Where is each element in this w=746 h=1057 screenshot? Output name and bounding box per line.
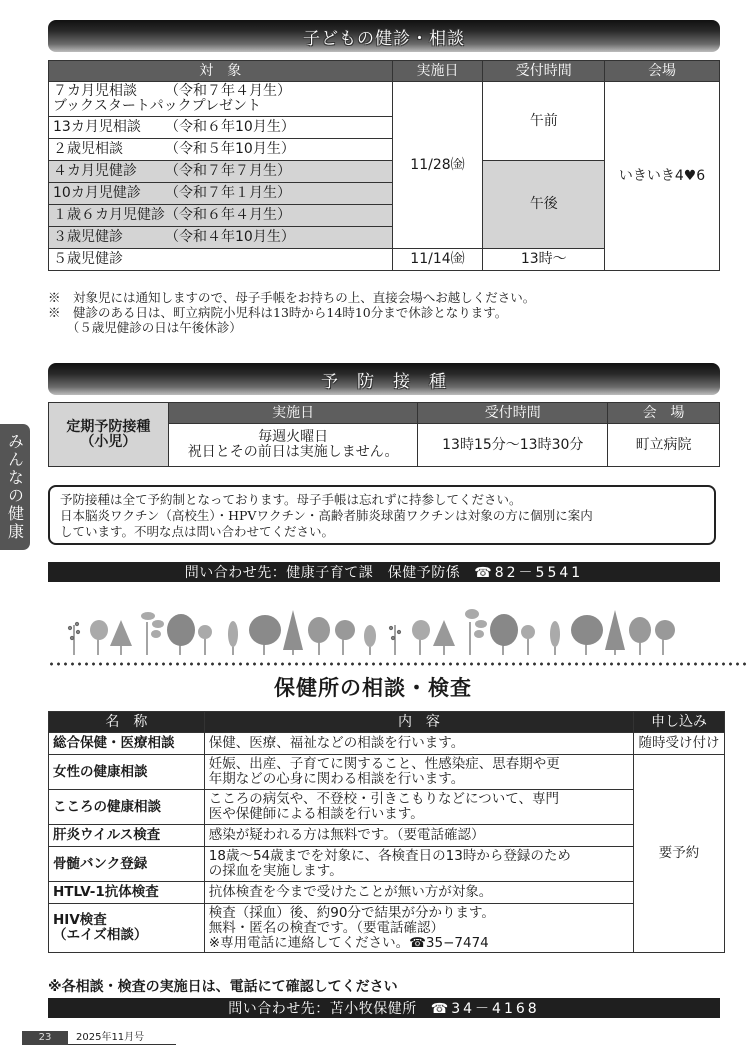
notice-line-1: 予防接種は全て予約制となっております。母子手帳は忘れずに持参してください。 xyxy=(60,492,522,507)
checkup-name: ４カ月児健診 xyxy=(53,163,137,179)
vaccine-section-title: 予 防 接 種 xyxy=(321,371,447,392)
health-center-note: ※各相談・検査の実施日は、電話にて確認してください xyxy=(48,979,398,995)
service-name-line: HIV検査 xyxy=(53,912,107,928)
tree-icon xyxy=(629,617,651,655)
side-tab-minna-no-kenko: みんなの健康 xyxy=(0,424,30,550)
checkup-name: 10カ月児健診 xyxy=(53,185,141,201)
birth-period: （令和７年１月生） xyxy=(165,185,291,201)
tree-icon xyxy=(141,612,164,655)
checkup-name: １歳６カ月児健診 xyxy=(53,207,165,223)
target-cell xyxy=(49,117,393,139)
header-reception-time: 受付時間 xyxy=(418,403,608,424)
apply-reservation: 要予約 xyxy=(634,755,725,953)
header-apply: 申し込み xyxy=(634,712,725,733)
birth-period: （令和４年10月生） xyxy=(165,229,295,245)
content-line: の採血を実施します。 xyxy=(208,863,343,879)
tree-icon xyxy=(465,609,487,655)
tree-icon xyxy=(412,620,430,655)
issue-date: 2025年11月号 xyxy=(68,1031,176,1045)
vaccine-time-cell: 13時15分～13時30分 xyxy=(418,424,608,467)
tree-icon xyxy=(167,614,195,655)
bookstart-note: ブックスタートパックプレゼント xyxy=(53,98,262,114)
service-content: 抗体検査を今まで受けたことが無い方が対象。 xyxy=(204,882,633,904)
tree-icon xyxy=(390,625,401,655)
target-cell xyxy=(49,205,393,227)
health-center-contact-bar xyxy=(48,998,720,1018)
table-row xyxy=(49,755,725,790)
vaccine-notice-box xyxy=(48,485,716,545)
tree-icon xyxy=(364,625,376,655)
checkup-name: ７カ月児相談 xyxy=(53,83,137,99)
table-row xyxy=(49,790,725,825)
header-venue: 会場 xyxy=(605,61,720,82)
service-content xyxy=(204,904,633,953)
tree-icon xyxy=(90,620,108,655)
content-line: ※専用電話に連絡してください。☎35−7474 xyxy=(208,934,489,951)
content-line: 無料・匿名の検査です。（要電話確認） xyxy=(208,919,444,936)
header-date: 実施日 xyxy=(168,403,418,424)
tree-icon xyxy=(283,610,303,655)
target-cell xyxy=(49,249,393,271)
service-name: 肝炎ウイルス検査 xyxy=(49,825,205,847)
service-name: こころの健康相談 xyxy=(49,790,205,825)
service-name: 骨髄バンク登録 xyxy=(49,847,205,882)
checkup-name: ５歳児健診 xyxy=(53,251,123,267)
page-number: 23 xyxy=(22,1031,68,1045)
tree-icon xyxy=(433,620,455,655)
health-center-table xyxy=(48,711,725,953)
target-cell xyxy=(49,82,393,117)
header-target: 対 象 xyxy=(49,61,393,82)
vaccine-venue-cell: 町立病院 xyxy=(608,424,720,467)
date-5yo-cell: 11/14㈮ xyxy=(392,249,483,271)
kids-section-title: 子どもの健診・相談 xyxy=(303,28,465,49)
birth-period: （令和５年10月生） xyxy=(165,141,295,157)
vaccine-label-line2: （小児） xyxy=(80,433,137,450)
tree-icon xyxy=(249,615,281,655)
vaccine-contact-bar xyxy=(48,562,720,582)
target-cell xyxy=(49,183,393,205)
vaccine-label-line1: 定期予防接種 xyxy=(66,418,151,435)
vaccine-table xyxy=(48,402,720,467)
contact-label: 問い合わせ先：健康子育て課 保健予防係 xyxy=(184,565,461,581)
time-5yo-cell: 13時～ xyxy=(483,249,605,271)
service-content: 感染が疑われる方は無料です。（要電話確認） xyxy=(204,825,633,847)
content-line: 年期などの心身に関わる相談を行います。 xyxy=(208,771,465,787)
apply-anytime: 随時受け付け xyxy=(634,733,725,755)
content-line: 妊娠、出産、子育てに関すること、性感染症、思春期や更 xyxy=(208,756,560,772)
service-name: 総合保健・医療相談 xyxy=(49,733,205,755)
tree-icon xyxy=(335,620,355,655)
date-cell: 11/28㈮ xyxy=(392,82,483,249)
service-content xyxy=(204,790,633,825)
service-content xyxy=(204,755,633,790)
table-row xyxy=(49,847,725,882)
health-center-title: 保健所の相談・検査 xyxy=(274,676,472,700)
vaccine-row-label xyxy=(49,403,169,467)
birth-period: （令和７年７月生） xyxy=(165,163,291,179)
birth-period: （令和６年10月生） xyxy=(165,119,295,135)
tree-icon xyxy=(228,621,238,655)
kids-checkup-table xyxy=(48,60,720,271)
content-line: 医や保健師による相談を行います。 xyxy=(208,806,424,822)
table-row xyxy=(49,882,725,904)
kids-note-3: （５歳児健診の日は午後休診） xyxy=(48,320,242,335)
tree-icon xyxy=(571,615,603,655)
target-cell xyxy=(49,161,393,183)
service-name: HTLV-1抗体検査 xyxy=(49,882,205,904)
kids-note-2: ※ 健診のある日は、町立病院小児科は13時から14時10分まで休診となります。 xyxy=(48,305,508,320)
notice-line-3: しています。不明な点は問い合わせてください。 xyxy=(60,524,335,539)
header-content: 内 容 xyxy=(204,712,633,733)
vaccine-section-title-bar xyxy=(48,363,720,395)
contact-label: 問い合わせ先：苫小牧保健所 xyxy=(228,1001,417,1017)
table-row xyxy=(49,733,725,755)
header-reception-time: 受付時間 xyxy=(483,61,605,82)
header-name: 名 称 xyxy=(49,712,205,733)
tree-icon xyxy=(308,617,330,655)
header-date: 実施日 xyxy=(392,61,483,82)
dotted-divider xyxy=(48,662,746,666)
checkup-name: 13カ月児相談 xyxy=(53,119,141,135)
checkup-name: ２歳児相談 xyxy=(53,141,123,157)
tree-icon xyxy=(490,614,518,655)
kids-note-1: ※ 対象児には通知しますので、母子手帳をお持ちの上、直接会場へお越しください。 xyxy=(48,290,536,305)
notice-line-2: 日本脳炎ワクチン（高校生）・HPVワクチン・高齢者肺炎球菌ワクチンは対象の方に個別に案内 xyxy=(60,508,593,523)
tree-icon xyxy=(550,621,560,655)
tree-illustration xyxy=(48,600,738,660)
service-content xyxy=(204,847,633,882)
table-row xyxy=(49,904,725,953)
kids-section-title-bar xyxy=(48,20,720,52)
target-cell xyxy=(49,227,393,249)
birth-period: （令和７年４月生） xyxy=(165,83,291,99)
vaccine-date-line1: 毎週火曜日 xyxy=(258,429,329,445)
time-am-cell: 午前 xyxy=(483,82,605,161)
contact-phone: ☎34－4168 xyxy=(430,1001,540,1017)
content-line: こころの病気や、不登校・引きこもりなどについて、専門 xyxy=(208,791,559,807)
tree-icon xyxy=(521,625,535,655)
table-row xyxy=(49,82,720,117)
tree-icon xyxy=(110,620,132,655)
time-pm-cell: 午後 xyxy=(483,161,605,249)
target-cell xyxy=(49,139,393,161)
table-row xyxy=(49,825,725,847)
header-venue: 会 場 xyxy=(608,403,720,424)
service-name xyxy=(49,904,205,953)
venue-cell: いきいき4♥6 xyxy=(605,82,720,271)
checkup-name: ３歳児健診 xyxy=(53,229,123,245)
vaccine-date-line2: 祝日とその前日は実施しません。 xyxy=(187,444,399,460)
tree-icon xyxy=(198,625,212,655)
content-line: 検査（採血）後、約90分で結果が分かります。 xyxy=(208,904,495,921)
tree-icon xyxy=(605,610,625,655)
service-name: 女性の健康相談 xyxy=(49,755,205,790)
birth-period: （令和６年４月生） xyxy=(165,207,291,223)
tree-icon xyxy=(655,620,675,655)
tree-icon xyxy=(69,623,80,656)
service-content: 保健、医療、福祉などの相談を行います。 xyxy=(204,733,633,755)
contact-phone: ☎82－5541 xyxy=(474,565,584,581)
vaccine-date-cell xyxy=(168,424,418,467)
service-name-line: （エイズ相談） xyxy=(53,927,148,943)
content-line: 18歳～54歳までを対象に、各検査日の13時から登録のため xyxy=(208,848,571,864)
